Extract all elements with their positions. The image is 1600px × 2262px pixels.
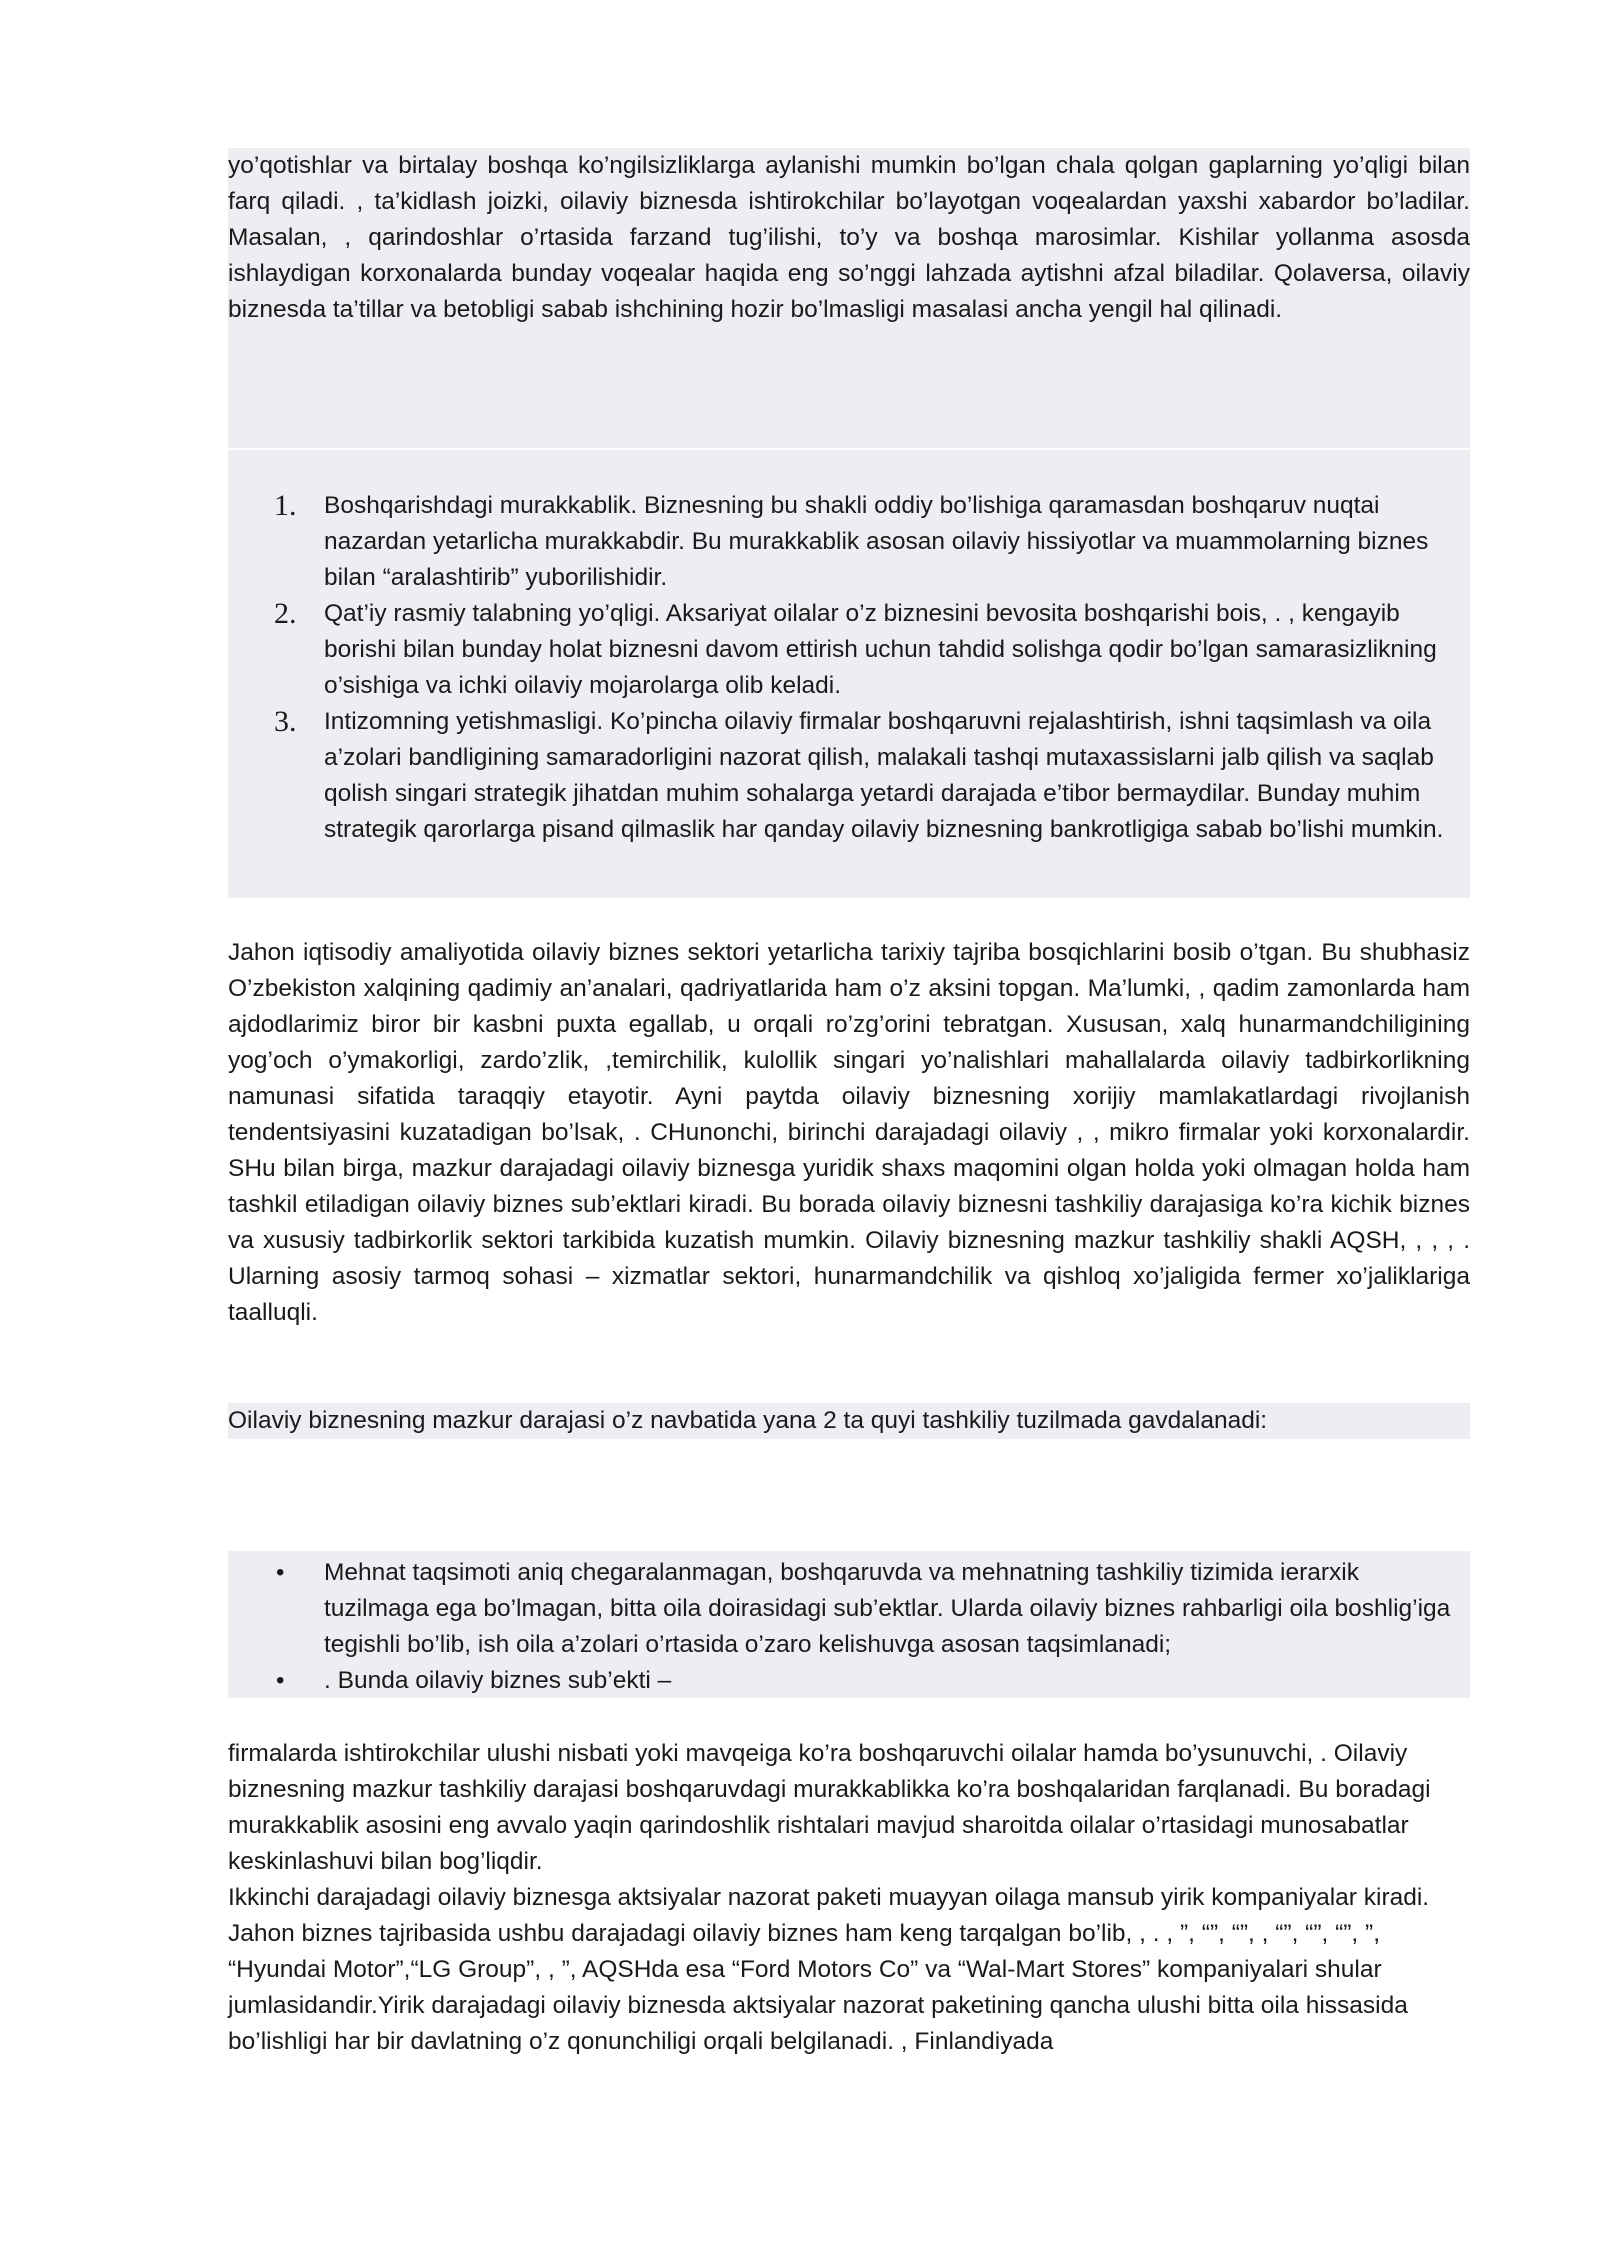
list-number: 3. <box>274 705 297 738</box>
paragraph-intro <box>228 148 1470 448</box>
list-item <box>228 1663 1470 1699</box>
list-item <box>228 704 1470 848</box>
list-item-text: Boshqarishdagi murakkablik. Biznesning bu shakli oddiy bo’lishiga qaramasdan boshqaruv nuqtai nazardan yetarlicha murakkabdir. Bu murakkablik asosan oilaviy hissiyotlar va muammolarning biznes bilan “aralashtirib” yuborilishidir. <box>324 492 1429 591</box>
paragraph-management <box>228 1736 1470 2060</box>
paragraph-history-text: Jahon iqtisodiy amaliyotida oilaviy biznes sektori yetarlicha tarixiy tajriba bosqichlarini bosib o’tgan. Bu shubhasiz O’zbekiston xalqining qadimiy an’analari, qadriyatlarida ham o’z aksini topgan. Ma’lumki, , qadim zamonlarda ham ajdodlarimiz biror bir kasbni puxta egallab, u orqali ro’zg’orini tebratgan. Xususan, xalq hunarmandchiligining yog’och o’ymakorligi, zardo’zlik, ,temirchilik, kulollik singari yo’nalishlari mahallalarda oilaviy tadbirkorlikning namunasi sifatida taraqqiy etayotir. Ayni paytda oilaviy biznesning xorijiy mamlakatlardagi rivojlanish tendentsiyasini kuzatadigan bo’lsak, . CHunonchi, birinchi darajadagi oilaviy , , mikro firmalar yoki korxonalardir. SHu bilan birga, mazkur darajadagi oilaviy biznesga yuridik shaxs maqomini olgan holda yoki olmagan holda ham tashkil etiladigan oilaviy biznes sub’ektlari kiradi. Bu borada oilaviy biznesni tashkiliy darajasiga ko’ra kichik biznes va xususiy tadbirkorlik sektori tarkibida kuzatish mumkin. Oilaviy biznesning mazkur tashkiliy shakli AQSH, , , , . Ularning asosiy tarmoq sohasi – xizmatlar sektori, hunarmandchilik va qishloq xo’jaligida fermer xo’jaliklariga taalluqli. <box>228 939 1470 1326</box>
list-item-text: . Bunda oilaviy biznes sub’ekti – <box>324 1667 672 1694</box>
paragraph-levels-text: Oilaviy biznesning mazkur darajasi o’z navbatida yana 2 ta quyi tashkiliy tuzilmada gavdalanadi: <box>228 1407 1268 1434</box>
numbered-list <box>228 450 1470 848</box>
bullet-list <box>228 1551 1470 1699</box>
list-number: 1. <box>274 489 297 522</box>
paragraph-history <box>228 935 1470 1331</box>
bullet-marker: • <box>276 1559 285 1586</box>
list-item <box>228 488 1470 596</box>
bullet-marker: • <box>276 1667 285 1694</box>
paragraph-management-text: firmalarda ishtirokchilar ulushi nisbati yoki mavqeiga ko’ra boshqaruvchi oilalar hamda bo’ysunuvchi, . Oilaviy biznesning mazkur tashkiliy darajasi boshqaruvdagi murakkablikka ko’ra boshqalaridan farqlanadi. Bu boradagi murakkablik asosini eng avvalo yaqin qarindoshlik rishtalari mavjud sharoitda oilalar o’rtasidagi munosabatlar keskinlashuvi bilan bog’liqdir. <box>228 1740 1431 1875</box>
paragraph-second-level-text: Ikkinchi darajadagi oilaviy biznesga aktsiyalar nazorat paketi muayyan oilaga mansub yirik kompaniyalar kiradi. Jahon biznes tajribasida ushbu darajadagi oilaviy biznes ham keng tarqalgan bo’lib, , . , ”, “”, “”, , “”, “”, “”, ”, “Hyundai Motor”,“LG Group”, , ”, AQSHda esa “Ford Motors Co” va “Wal-Mart Stores” kompaniyalari shular jumlasidandir.Yirik darajadagi oilaviy biznesda aktsiyalar nazorat paketining qancha ulushi bitta oila hissasida bo’lishligi har bir davlatning o’z qonunchiligi orqali belgilanadi. , Finlandiyada <box>228 1884 1430 2055</box>
list-item-text: Mehnat taqsimoti aniq chegaralanmagan, boshqaruvda va mehnatning tashkiliy tizimida ierarxik tuzilmaga ega bo’lmagan, bitta oila doirasidagi sub’ektlar. Ularda oilaviy biznes rahbarligi oila boshlig’iga tegishli bo’lib, ish oila a’zolari o’rtasida o’zaro kelishuvga asosan taqsimlanadi; <box>324 1559 1451 1658</box>
list-item-text: Qat’iy rasmiy talabning yo’qligi. Aksariyat oilalar o’z biznesini bevosita boshqarishi bois, . , kengayib borishi bilan bunday holat biznesni davom ettirish uchun tahdid solishga qodir bo’lgan samarasizlikning o’sishiga va ichki oilaviy mojarolarga olib keladi. <box>324 600 1437 699</box>
numbered-list-block <box>228 450 1470 898</box>
paragraph-intro-text: yo’qotishlar va birtalay boshqa ko’ngilsizliklarga aylanishi mumkin bo’lgan chala qolgan gaplarning yo’qligi bilan farq qiladi. , ta’kidlash joizki, oilaviy biznesda ishtirokchilar bo’layotgan voqealardan yaxshi xabardor bo’ladilar. Masalan, , qarindoshlar o’rtasida farzand tug’ilishi, to’y va boshqa marosimlar. Kishilar yollanma asosda ishlaydigan korxonalarda bunday voqealar haqida eng so’nggi lahzada aytishni afzal biladilar. Qolaversa, oilaviy biznesda ta’tillar va betobligi sabab ishchining hozir bo’lmasligi masalasi ancha yengil hal qilinadi. <box>228 152 1470 323</box>
list-number: 2. <box>274 597 297 630</box>
list-item-text: Intizomning yetishmasligi. Ko’pincha oilaviy firmalar boshqaruvni rejalashtirish, ishni taqsimlash va oila a’zolari bandligining samaradorligini nazorat qilish, malakali tashqi mutaxassislarni jalb qilish va saqlab qolish singari strategik jihatdan muhim sohalarga yetardi darajada e’tibor bermaydilar. Bunday muhim strategik qarorlarga pisand qilmaslik har qanday oilaviy biznesning bankrotligiga sabab bo’lishi mumkin. <box>324 708 1444 843</box>
bullet-list-block <box>228 1551 1470 1698</box>
list-item <box>228 1555 1470 1663</box>
paragraph-levels <box>228 1403 1470 1439</box>
list-item <box>228 596 1470 704</box>
